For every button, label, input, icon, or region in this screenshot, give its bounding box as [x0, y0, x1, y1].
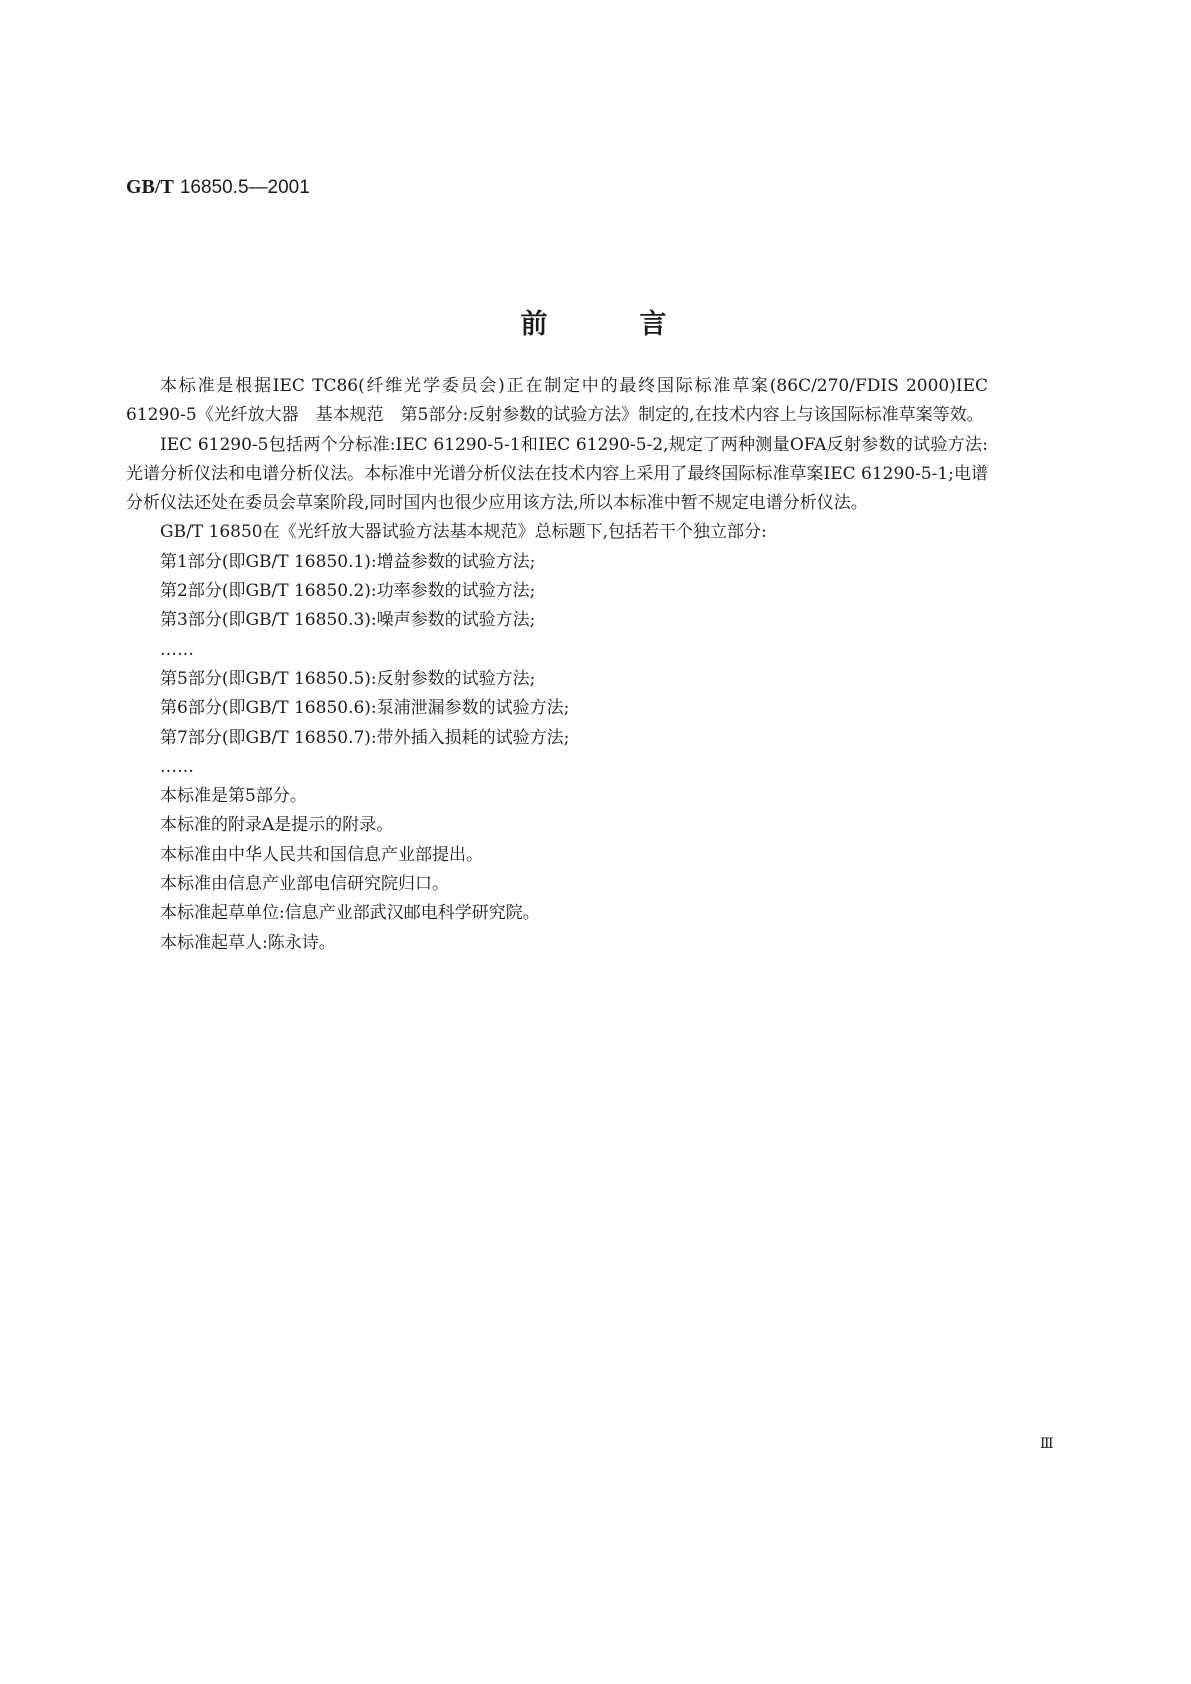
document-header — [126, 176, 310, 199]
title-char: 前 — [520, 309, 552, 340]
page-title — [0, 302, 1191, 341]
paragraph: GB/T 16850在《光纤放大器试验方法基本规范》总标题下,包括若干个独立部分: — [160, 522, 767, 543]
ellipsis: …… — [160, 756, 194, 777]
list-item: 第3部分(即GB/T 16850.3):噪声参数的试验方法; — [160, 610, 536, 631]
paragraph: 本标准是根据IEC TC86(纤维光学委员会)正在制定中的最终国际标准草案(86C/270/FDIS 2000)IEC 61290-5《光纤放大器 基本规范 第5部分:反射参数的试验方法》制定的,在技术内容上与该国际标准草案等效。 — [126, 376, 988, 426]
list-item: 第6部分(即GB/T 16850.6):泵浦泄漏参数的试验方法; — [160, 698, 570, 719]
paragraph: 本标准起草单位:信息产业部武汉邮电科学研究院。 — [160, 903, 540, 924]
title-char: 言 — [639, 309, 671, 340]
list-item: 第5部分(即GB/T 16850.5):反射参数的试验方法; — [160, 668, 536, 689]
page-number: Ⅲ — [1040, 1436, 1054, 1452]
paragraph: 本标准由中华人民共和国信息产业部提出。 — [160, 844, 483, 865]
list-item: 第7部分(即GB/T 16850.7):带外插入损耗的试验方法; — [160, 727, 570, 748]
ellipsis: …… — [160, 639, 194, 660]
list-item: 第2部分(即GB/T 16850.2):功率参数的试验方法; — [160, 581, 536, 602]
paragraph: 本标准起草人:陈永诗。 — [160, 932, 336, 953]
paragraph: IEC 61290-5包括两个分标准:IEC 61290-5-1和IEC 61290-5-2,规定了两种测量OFA反射参数的试验方法:光谱分析仪法和电谱分析仪法。本标准中光谱分析仪法在技术内容上采用了最终国际标准草案IEC 61290-5-1;电谱分析仪法还处在委员会草案阶段,同时国内也很少应用该方法,所以本标准中暂不规定电谱分析仪法。 — [126, 434, 988, 514]
foreword-body — [126, 372, 988, 958]
list-item: 第1部分(即GB/T 16850.1):增益参数的试验方法; — [160, 551, 536, 572]
standard-prefix: GB/T — [126, 176, 174, 198]
standard-number: 16850.5—2001 — [179, 177, 310, 198]
paragraph: 本标准的附录A是提示的附录。 — [160, 815, 394, 836]
paragraph: 本标准是第5部分。 — [160, 786, 307, 807]
paragraph: 本标准由信息产业部电信研究院归口。 — [160, 874, 449, 895]
